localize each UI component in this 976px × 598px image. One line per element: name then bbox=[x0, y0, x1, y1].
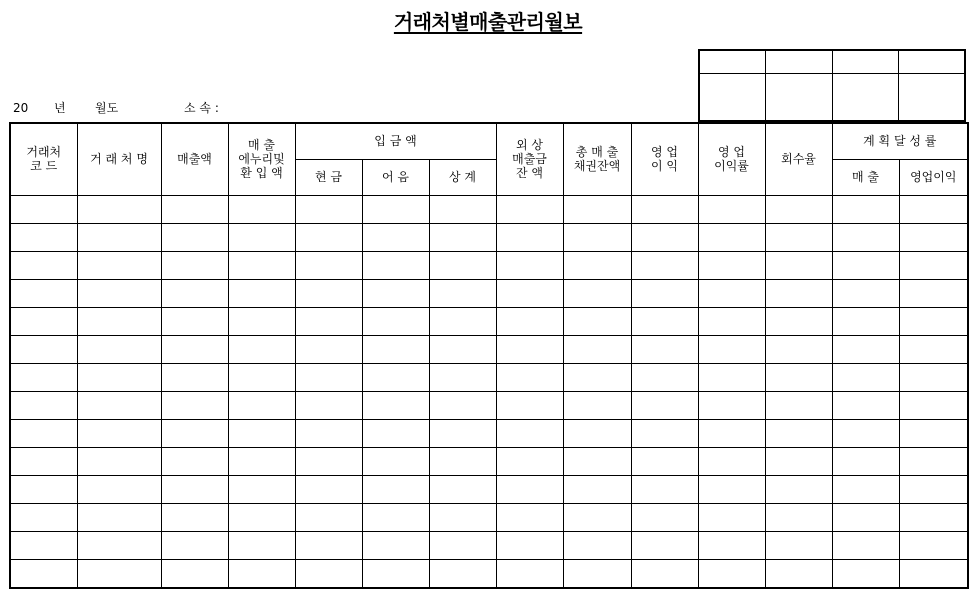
approval-header-cell bbox=[766, 50, 833, 74]
table-cell[interactable] bbox=[10, 391, 77, 419]
table-cell[interactable] bbox=[698, 279, 765, 307]
table-cell[interactable] bbox=[77, 195, 161, 223]
table-cell[interactable] bbox=[899, 279, 968, 307]
table-cell[interactable] bbox=[362, 307, 429, 335]
table-cell[interactable] bbox=[698, 447, 765, 475]
table-cell[interactable] bbox=[228, 307, 295, 335]
table-cell[interactable] bbox=[161, 307, 228, 335]
table-cell[interactable] bbox=[161, 251, 228, 279]
period-year-label: 년 bbox=[54, 101, 66, 115]
table-cell[interactable] bbox=[899, 531, 968, 559]
table-cell[interactable] bbox=[563, 531, 631, 559]
table-cell[interactable] bbox=[631, 363, 698, 391]
table-header bbox=[10, 123, 968, 195]
table-cell[interactable] bbox=[362, 559, 429, 588]
header-achievement-group: 계 획 달 성 률 bbox=[832, 123, 968, 159]
table-cell[interactable] bbox=[228, 531, 295, 559]
table-cell[interactable] bbox=[228, 447, 295, 475]
table-cell[interactable] bbox=[496, 447, 563, 475]
table-cell[interactable] bbox=[698, 419, 765, 447]
header-sales-returns: 매 출 에누리및 환 입 액 bbox=[228, 123, 295, 195]
header-collection-rate: 회수율 bbox=[765, 123, 832, 195]
table-cell[interactable] bbox=[161, 223, 228, 251]
table-cell[interactable] bbox=[429, 391, 496, 419]
table-cell[interactable] bbox=[832, 419, 899, 447]
table-cell[interactable] bbox=[563, 195, 631, 223]
table-cell[interactable] bbox=[496, 279, 563, 307]
table-cell[interactable] bbox=[765, 363, 832, 391]
table-cell[interactable] bbox=[765, 559, 832, 588]
table-cell[interactable] bbox=[429, 223, 496, 251]
table-cell[interactable] bbox=[10, 195, 77, 223]
table-cell[interactable] bbox=[899, 475, 968, 503]
table-cell[interactable] bbox=[10, 475, 77, 503]
table-cell[interactable] bbox=[631, 503, 698, 531]
table-cell[interactable] bbox=[832, 251, 899, 279]
table-cell[interactable] bbox=[228, 559, 295, 588]
table-cell[interactable] bbox=[496, 195, 563, 223]
table-cell[interactable] bbox=[77, 223, 161, 251]
table-cell[interactable] bbox=[765, 307, 832, 335]
table-cell[interactable] bbox=[161, 363, 228, 391]
approval-header-cell bbox=[699, 50, 766, 74]
table-cell[interactable] bbox=[10, 419, 77, 447]
table-cell[interactable] bbox=[429, 279, 496, 307]
approval-sign-cell[interactable] bbox=[899, 74, 966, 122]
table-cell[interactable] bbox=[496, 503, 563, 531]
table-cell[interactable] bbox=[10, 363, 77, 391]
table-cell[interactable] bbox=[10, 223, 77, 251]
table-cell[interactable] bbox=[563, 335, 631, 363]
table-cell[interactable] bbox=[161, 335, 228, 363]
table-cell[interactable] bbox=[295, 447, 362, 475]
table-cell[interactable] bbox=[899, 223, 968, 251]
table-cell[interactable] bbox=[362, 475, 429, 503]
table-cell[interactable] bbox=[698, 559, 765, 588]
table-cell[interactable] bbox=[832, 279, 899, 307]
table-cell[interactable] bbox=[362, 195, 429, 223]
table-cell[interactable] bbox=[832, 195, 899, 223]
table-cell[interactable] bbox=[899, 419, 968, 447]
table-row bbox=[10, 335, 968, 363]
table-cell[interactable] bbox=[899, 251, 968, 279]
table-cell[interactable] bbox=[295, 195, 362, 223]
table-cell[interactable] bbox=[899, 447, 968, 475]
table-cell[interactable] bbox=[295, 559, 362, 588]
table-cell[interactable] bbox=[429, 195, 496, 223]
table-cell[interactable] bbox=[832, 363, 899, 391]
table-cell[interactable] bbox=[631, 531, 698, 559]
table-cell[interactable] bbox=[563, 559, 631, 588]
table-cell[interactable] bbox=[563, 419, 631, 447]
table-cell[interactable] bbox=[362, 531, 429, 559]
table-cell[interactable] bbox=[295, 279, 362, 307]
table-row bbox=[10, 251, 968, 279]
table-cell[interactable] bbox=[228, 251, 295, 279]
table-cell[interactable] bbox=[832, 531, 899, 559]
header-sales-amount: 매출액 bbox=[161, 123, 228, 195]
table-cell[interactable] bbox=[362, 335, 429, 363]
table-cell[interactable] bbox=[161, 195, 228, 223]
table-cell[interactable] bbox=[765, 335, 832, 363]
table-cell[interactable] bbox=[631, 251, 698, 279]
table-cell[interactable] bbox=[899, 391, 968, 419]
table-cell[interactable] bbox=[631, 391, 698, 419]
table-cell[interactable] bbox=[832, 391, 899, 419]
table-cell[interactable] bbox=[765, 503, 832, 531]
table-cell[interactable] bbox=[228, 391, 295, 419]
header-total-receivables: 총 매 출 채권잔액 bbox=[563, 123, 631, 195]
table-cell[interactable] bbox=[429, 363, 496, 391]
table-cell[interactable] bbox=[77, 335, 161, 363]
table-cell[interactable] bbox=[698, 307, 765, 335]
table-cell[interactable] bbox=[899, 363, 968, 391]
table-cell[interactable] bbox=[698, 391, 765, 419]
table-cell[interactable] bbox=[496, 363, 563, 391]
table-cell[interactable] bbox=[899, 503, 968, 531]
table-cell[interactable] bbox=[698, 475, 765, 503]
table-cell[interactable] bbox=[228, 475, 295, 503]
table-cell[interactable] bbox=[832, 223, 899, 251]
table-row bbox=[10, 559, 968, 588]
table-cell[interactable] bbox=[496, 559, 563, 588]
table-cell[interactable] bbox=[899, 307, 968, 335]
header-receipts-offset: 상 계 bbox=[429, 159, 496, 195]
table-cell[interactable] bbox=[496, 307, 563, 335]
table-row bbox=[10, 195, 968, 223]
table-cell[interactable] bbox=[10, 531, 77, 559]
table-row bbox=[10, 475, 968, 503]
table-cell[interactable] bbox=[10, 335, 77, 363]
table-cell[interactable] bbox=[832, 307, 899, 335]
table-cell[interactable] bbox=[362, 391, 429, 419]
table-cell[interactable] bbox=[362, 279, 429, 307]
table-cell[interactable] bbox=[765, 251, 832, 279]
document-title-text: 거래처별매출관리월보 bbox=[393, 10, 583, 34]
table-cell[interactable] bbox=[765, 195, 832, 223]
table-cell[interactable] bbox=[631, 279, 698, 307]
table-cell[interactable] bbox=[77, 503, 161, 531]
table-cell[interactable] bbox=[10, 447, 77, 475]
table-cell[interactable] bbox=[295, 531, 362, 559]
approval-sign-row bbox=[699, 74, 965, 122]
table-row bbox=[10, 363, 968, 391]
header-achievement-profit: 영업이익 bbox=[899, 159, 968, 195]
table-cell[interactable] bbox=[429, 447, 496, 475]
table-cell[interactable] bbox=[228, 503, 295, 531]
table-cell[interactable] bbox=[161, 559, 228, 588]
table-cell[interactable] bbox=[10, 307, 77, 335]
header-client-code: 거래처 코 드 bbox=[10, 123, 77, 195]
table-cell[interactable] bbox=[228, 195, 295, 223]
table-cell[interactable] bbox=[10, 503, 77, 531]
table-cell[interactable] bbox=[77, 475, 161, 503]
table-cell[interactable] bbox=[295, 475, 362, 503]
table-cell[interactable] bbox=[563, 363, 631, 391]
table-cell[interactable] bbox=[295, 503, 362, 531]
table-cell[interactable] bbox=[832, 447, 899, 475]
table-row bbox=[10, 419, 968, 447]
table-cell[interactable] bbox=[631, 559, 698, 588]
table-cell[interactable] bbox=[899, 195, 968, 223]
document-title bbox=[0, 6, 976, 35]
approval-box bbox=[698, 49, 966, 122]
table-cell[interactable] bbox=[698, 223, 765, 251]
approval-header-cell bbox=[899, 50, 966, 74]
approval-sign-cell[interactable] bbox=[766, 74, 833, 122]
table-cell[interactable] bbox=[698, 503, 765, 531]
table-row bbox=[10, 447, 968, 475]
table-cell[interactable] bbox=[563, 251, 631, 279]
table-cell[interactable] bbox=[563, 391, 631, 419]
table-cell[interactable] bbox=[631, 195, 698, 223]
table-cell[interactable] bbox=[228, 419, 295, 447]
table-cell[interactable] bbox=[563, 223, 631, 251]
table-cell[interactable] bbox=[10, 279, 77, 307]
table-cell[interactable] bbox=[161, 447, 228, 475]
table-cell[interactable] bbox=[698, 251, 765, 279]
table-cell[interactable] bbox=[10, 251, 77, 279]
period-month-label: 월도 bbox=[95, 101, 119, 115]
affiliation-label: 소 속 : bbox=[184, 101, 219, 115]
sales-report-table bbox=[9, 122, 969, 589]
table-cell[interactable] bbox=[295, 223, 362, 251]
table-cell[interactable] bbox=[77, 307, 161, 335]
table-cell[interactable] bbox=[765, 447, 832, 475]
table-cell[interactable] bbox=[631, 307, 698, 335]
table-cell[interactable] bbox=[362, 223, 429, 251]
table-cell[interactable] bbox=[899, 335, 968, 363]
table-cell[interactable] bbox=[228, 223, 295, 251]
approval-sign-cell[interactable] bbox=[832, 74, 899, 122]
table-cell[interactable] bbox=[698, 363, 765, 391]
table-cell[interactable] bbox=[161, 391, 228, 419]
table-cell[interactable] bbox=[161, 419, 228, 447]
table-cell[interactable] bbox=[228, 363, 295, 391]
table-cell[interactable] bbox=[77, 531, 161, 559]
table-cell[interactable] bbox=[832, 335, 899, 363]
table-cell[interactable] bbox=[563, 447, 631, 475]
header-achievement-sales: 매 출 bbox=[832, 159, 899, 195]
table-cell[interactable] bbox=[496, 475, 563, 503]
table-cell[interactable] bbox=[765, 279, 832, 307]
table-cell[interactable] bbox=[765, 475, 832, 503]
table-cell[interactable] bbox=[429, 503, 496, 531]
table-cell[interactable] bbox=[496, 391, 563, 419]
table-cell[interactable] bbox=[563, 307, 631, 335]
approval-header-cell bbox=[832, 50, 899, 74]
table-cell[interactable] bbox=[295, 391, 362, 419]
approval-header-row bbox=[699, 50, 965, 74]
table-cell[interactable] bbox=[77, 447, 161, 475]
table-cell[interactable] bbox=[496, 335, 563, 363]
table-cell[interactable] bbox=[429, 475, 496, 503]
table-cell[interactable] bbox=[429, 307, 496, 335]
table-row bbox=[10, 223, 968, 251]
table-cell[interactable] bbox=[698, 335, 765, 363]
table-cell[interactable] bbox=[765, 419, 832, 447]
approval-sign-cell[interactable] bbox=[699, 74, 766, 122]
table-cell[interactable] bbox=[362, 251, 429, 279]
table-cell[interactable] bbox=[631, 335, 698, 363]
table-cell[interactable] bbox=[429, 531, 496, 559]
table-cell[interactable] bbox=[429, 559, 496, 588]
table-cell[interactable] bbox=[362, 503, 429, 531]
table-cell[interactable] bbox=[295, 335, 362, 363]
table-cell[interactable] bbox=[563, 279, 631, 307]
table-cell[interactable] bbox=[698, 531, 765, 559]
table-cell[interactable] bbox=[10, 559, 77, 588]
table-cell[interactable] bbox=[295, 251, 362, 279]
table-cell[interactable] bbox=[77, 391, 161, 419]
table-cell[interactable] bbox=[765, 531, 832, 559]
table-body bbox=[10, 195, 968, 588]
header-operating-profit: 영 업 이 익 bbox=[631, 123, 698, 195]
table-cell[interactable] bbox=[631, 475, 698, 503]
table-row bbox=[10, 391, 968, 419]
period-year-prefix: 20 bbox=[13, 101, 29, 115]
table-cell[interactable] bbox=[832, 475, 899, 503]
header-receivable-balance: 외 상 매출금 잔 액 bbox=[496, 123, 563, 195]
table-cell[interactable] bbox=[631, 447, 698, 475]
header-operating-margin: 영 업 이익률 bbox=[698, 123, 765, 195]
table-cell[interactable] bbox=[765, 391, 832, 419]
table-cell[interactable] bbox=[295, 363, 362, 391]
table-cell[interactable] bbox=[161, 503, 228, 531]
table-cell[interactable] bbox=[698, 195, 765, 223]
table-cell[interactable] bbox=[77, 279, 161, 307]
table-row bbox=[10, 503, 968, 531]
table-cell[interactable] bbox=[77, 559, 161, 588]
table-cell[interactable] bbox=[429, 419, 496, 447]
table-row bbox=[10, 307, 968, 335]
table-cell[interactable] bbox=[161, 475, 228, 503]
table-cell[interactable] bbox=[77, 251, 161, 279]
table-cell[interactable] bbox=[161, 279, 228, 307]
header-receipts-cash: 현 금 bbox=[295, 159, 362, 195]
table-cell[interactable] bbox=[832, 503, 899, 531]
table-cell[interactable] bbox=[362, 447, 429, 475]
table-cell[interactable] bbox=[832, 559, 899, 588]
table-cell[interactable] bbox=[429, 335, 496, 363]
header-client-name: 거 래 처 명 bbox=[77, 123, 161, 195]
table-cell[interactable] bbox=[496, 531, 563, 559]
table-cell[interactable] bbox=[228, 335, 295, 363]
table-cell[interactable] bbox=[765, 223, 832, 251]
table-cell[interactable] bbox=[496, 223, 563, 251]
table-cell[interactable] bbox=[77, 363, 161, 391]
table-cell[interactable] bbox=[631, 223, 698, 251]
table-cell[interactable] bbox=[563, 503, 631, 531]
table-row bbox=[10, 279, 968, 307]
table-cell[interactable] bbox=[362, 419, 429, 447]
header-receipts-group: 입 금 액 bbox=[295, 123, 496, 159]
header-receipts-notes: 어 음 bbox=[362, 159, 429, 195]
table-cell[interactable] bbox=[496, 251, 563, 279]
table-cell[interactable] bbox=[496, 419, 563, 447]
table-cell[interactable] bbox=[228, 279, 295, 307]
table-cell[interactable] bbox=[362, 363, 429, 391]
table-cell[interactable] bbox=[899, 559, 968, 588]
table-cell[interactable] bbox=[429, 251, 496, 279]
table-cell[interactable] bbox=[295, 419, 362, 447]
table-cell[interactable] bbox=[161, 531, 228, 559]
table-cell[interactable] bbox=[295, 307, 362, 335]
header-row-1 bbox=[10, 123, 968, 159]
table-cell[interactable] bbox=[77, 419, 161, 447]
table-cell[interactable] bbox=[563, 475, 631, 503]
table-cell[interactable] bbox=[631, 419, 698, 447]
table-row bbox=[10, 531, 968, 559]
